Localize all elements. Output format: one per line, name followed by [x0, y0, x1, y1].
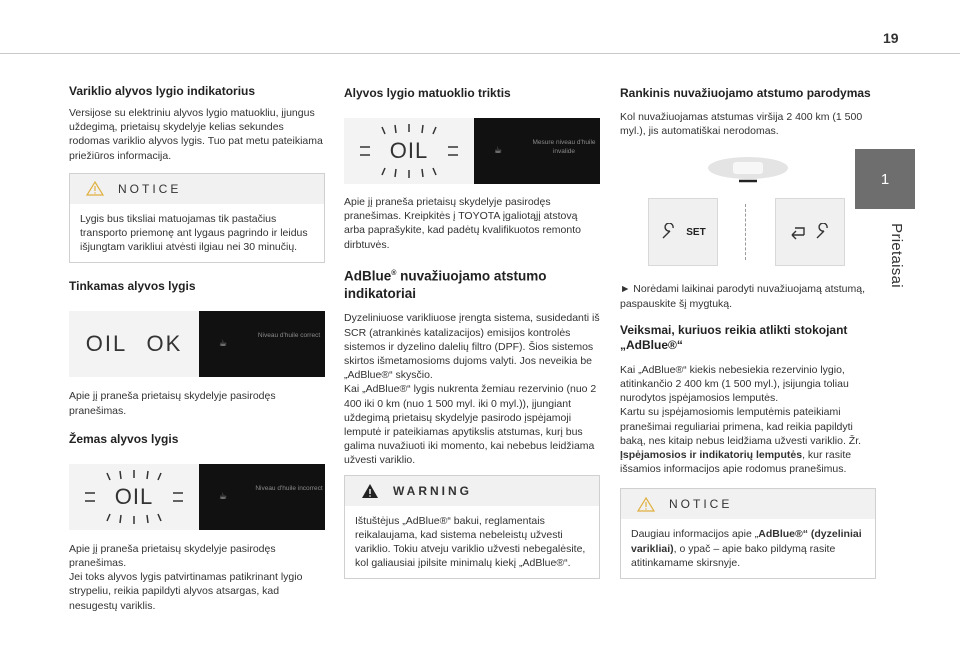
chapter-label [885, 210, 907, 300]
steering-wheel-icon [703, 154, 793, 186]
registered-mark: ® [391, 269, 397, 277]
notice-text-a: Daugiau informacijos apie „ [631, 528, 759, 541]
oil-fault-label: OIL [389, 138, 429, 163]
adblue-diesel-link[interactable]: AdBlue®“ (dyzeliniai varikliai) [631, 528, 862, 555]
return-button[interactable] [775, 198, 845, 266]
notice-text: Lygis bus tiksliai matuojamas tik pastačius transporto priemonę ant lygaus pagrindo ir leidus išjungtam varikliui atvėsti ilgiau nei 30 minučių. [80, 212, 308, 254]
warning-icon [361, 483, 379, 499]
heading-adblue-b: nuvažiuojamo atstumo indikatoriai [344, 268, 547, 302]
heading-manual-range: Rankinis nuvažiuojamo atstumo parodymas [620, 86, 871, 100]
low-level-text: Apie jį praneša prietaisų skydelyje pasirodęs pranešimas. Jei toks alyvos lygis patvirtinamas patikrinant lygio strypeliu, reikia papildyti alyvos atsargas, kad nesugestų variklis. [69, 542, 303, 612]
chapter-label-text: Prietaisai [887, 222, 905, 288]
heading-gauge-fault: Alyvos lygio matuoklio triktis [344, 86, 511, 100]
page-number: 19 [883, 30, 899, 46]
oil-low-image [69, 464, 325, 530]
warning-box [344, 475, 600, 580]
heading-oil-indicator: Variklio alyvos lygio indikatorius [69, 84, 256, 98]
notice-box [69, 173, 325, 264]
notice-body [70, 204, 324, 263]
return-arrow-icon [788, 224, 806, 240]
oil-can-icon: ☕ [494, 145, 503, 155]
divider-dashed [745, 204, 746, 260]
heading-adblue-a: AdBlue [344, 268, 392, 284]
adblue-text: Dyzeliniuose varikliuose įrengta sistema, susidedanti iš SCR (atrankinės katalizacijos) emisijos kontrolės sistemos ir dyzelino dalelių filtro (DPF). Šios sistemos skirtos išmetamosioms dujoms valyti. Jos neveikia be „AdBlue®“ skysčio. Kai „AdBlue®“ lygis nukrenta žemiau rezervinio (nuo 2 400 iki 0 km (nuo 1 500 myl. iki 0 myl.)), įjungiant uždegimą prietaisų skydelyje pasirodo įspėjamoji lemputė ir pateikiamas apytikslis atstumas, kurį bus galima nuvažiuoti iki momento, kai nebebus leidžiama užvesti variklio. [344, 312, 600, 467]
column-2 [344, 68, 600, 579]
warning-body [345, 506, 599, 579]
oil-can-icon: ☕ [219, 490, 228, 501]
notice-header [621, 489, 875, 519]
notice-text [631, 527, 865, 570]
set-button-label: SET [686, 226, 706, 238]
header-rule [0, 53, 960, 54]
oil-low-label: OIL [114, 483, 154, 509]
warning-lamps-link[interactable]: Įspėjamosios ir indikatorių lemputės [620, 449, 803, 462]
warning-title: WARNING [393, 483, 472, 498]
oil-fault-image [344, 118, 600, 184]
warning-header [345, 476, 599, 506]
notice-body [621, 519, 875, 578]
column-1 [69, 68, 325, 613]
warning-text: Ištuštėjus „AdBlue®“ bakui, reglamentais reikalaujama, kad sistema nebeleistų užvesti variklio. Tokiu atveju variklio užvesti nebegalėsite, kol galiausiai įpilsite minimalų kiekį „AdBlue®“. [355, 514, 586, 570]
notice-box [620, 488, 876, 579]
correct-level-text: Apie jį praneša prietaisų skydelyje pasirodęs pranešimas. [69, 390, 276, 417]
press-button-text: ► Norėdami laikinai parodyti nuvažiuojamą atstumą, paspauskite šį mygtuką. [620, 283, 866, 310]
oil-low-message: Niveau d'huile incorrect [255, 484, 323, 492]
oil-can-icon: ☕ [219, 338, 228, 349]
wrench-icon [660, 223, 678, 241]
oil-fault-message: Mesure niveau d'huile invalide [532, 139, 596, 155]
set-button[interactable] [648, 198, 718, 266]
actions-text [620, 363, 876, 477]
notice-text-b: , o ypač – apie bako pildymą rasite atitinkamame skirsnyje. [631, 542, 836, 569]
heading-actions: Veiksmai, kuriuos reikia atlikti stokojant „AdBlue®“ [620, 322, 848, 352]
actions-text-b: , kur rasite išsamios informacijos apie rodomus pranešimus. [620, 449, 852, 476]
oil-ok-image [69, 311, 325, 377]
oil-ok-label: OIL OK [85, 331, 183, 357]
wrench-icon [814, 223, 832, 241]
heading-low-level: Žemas alyvos lygis [69, 431, 179, 446]
steering-buttons-image [620, 152, 876, 270]
oil-ok-message: Niveau d'huile correct [257, 332, 321, 340]
notice-title: NOTICE [669, 497, 733, 512]
heading-adblue [344, 265, 600, 304]
manual-range-text: Kol nuvažiuojamas atstumas viršija 2 400 km (1 500 myl.), jis automatiškai nerodomas. [620, 111, 863, 138]
notice-title: NOTICE [118, 181, 182, 196]
column-3 [620, 68, 876, 579]
oil-indicator-text: Versijose su elektriniu alyvos lygio matuokliu, įjungus uždegimą, prietaisų skydelyje kelias sekundes rodomas variklio alyvos lygis. Tuo pat metu pateikiama priežiūros informacija. [69, 107, 323, 162]
notice-icon [637, 497, 655, 512]
gauge-fault-text: Apie jį praneša prietaisų skydelyje pasirodęs pranešimas. Kreipkitės į TOYOTA įgaliotąjį atstovą arba paprašykite, kad padėtų kvalifikuotos remonto dirbtuvės. [344, 196, 581, 251]
actions-text-a: Kai „AdBlue®“ kiekis nebesiekia rezervinio lygio, atitinkančio 2 400 km (1 500 myl.), įsijungia toliau nurodytos įspėjamosios lemputės. Kartu su įspėjamosiomis lemputėmis pateikiami pranešimai reguliariai primena, kad reikia papildyti baką, nes kitaip nebus leidžiama užvesti variklio. Žr. [620, 363, 862, 447]
chapter-number: 1 [880, 170, 890, 188]
heading-correct-level: Tinkamas alyvos lygis [69, 279, 196, 294]
notice-header [70, 174, 324, 204]
notice-icon [86, 181, 104, 196]
